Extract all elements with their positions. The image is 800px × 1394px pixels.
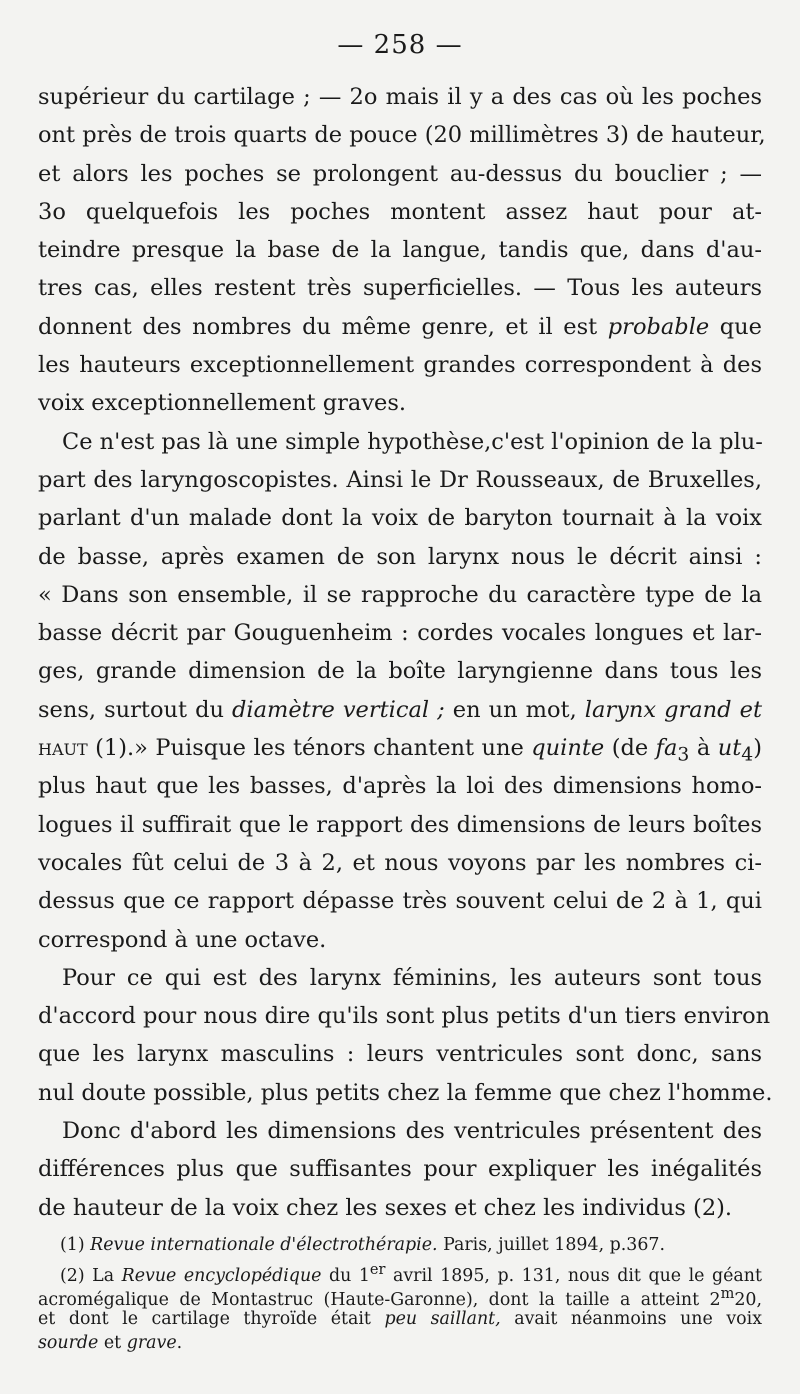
body-text [38, 78, 773, 1227]
text-line: de hauteur de la voix chez les sexes et chez les individus (2). [38, 1194, 733, 1221]
subscript: 4 [741, 744, 754, 766]
text-line: teindre presque la base de la langue, tandis que, dans d'au- [38, 237, 762, 264]
text-span: (de [604, 735, 656, 762]
text-span: du 1 [321, 1265, 370, 1286]
italic-text: grave [126, 1333, 177, 1353]
text-line: ges, grande dimension de la boîte laryngienne dans tous les [38, 658, 762, 685]
text-line: Ce n'est pas là une simple hypothèse,c'est l'opinion de la plu- [62, 428, 763, 455]
text-line: parlant d'un malade dont la voix de baryton tournait à la voix [38, 505, 762, 532]
italic-text: larynx grand et [584, 696, 762, 723]
note-ut: ut [717, 735, 742, 762]
text-span: à [689, 735, 718, 762]
footnote-line [38, 1282, 762, 1310]
text-span: . [176, 1333, 183, 1353]
text-span: en un mot, [444, 696, 585, 723]
text-line [38, 729, 762, 767]
text-line: 3o quelquefois les poches montent assez haut pour at- [38, 198, 762, 225]
text-line: part des laryngoscopistes. Ainsi le Dr Rousseaux, de Bruxelles, [38, 466, 762, 493]
text-line: plus haut que les basses, d'après la loi des dimensions homo- [38, 773, 762, 800]
text-line: ont près de trois quarts de pouce (20 millimètres 3) de hauteur, [38, 122, 766, 149]
text-span: et dont le cartilage thyroïde était [38, 1308, 385, 1329]
italic-text: probable [607, 313, 710, 340]
text-line: nul doute possible, plus petits chez la femme que chez l'homme. [38, 1079, 773, 1106]
journal-title: Revue internationale d'électrothérapie. [90, 1235, 438, 1255]
footnote-marker: (1) [60, 1235, 91, 1255]
text-span: que [709, 313, 762, 340]
italic-text: diamètre vertical ; [232, 696, 445, 723]
text-line: différences plus que suffisantes pour expliquer les inégalités [38, 1156, 762, 1183]
text-line: correspond à une octave. [38, 926, 327, 953]
text-span: ) [753, 735, 762, 762]
text-line [38, 308, 762, 346]
text-line: basse décrit par Gouguenheim : cordes vocales longues et lar- [38, 620, 762, 647]
footnote-line [38, 1331, 762, 1356]
italic-text: quinte [531, 735, 605, 762]
text-span: (1).» Puisque les ténors chantent une [87, 735, 532, 762]
text-span: avril 1895, p. 131, nous dit que le géant [385, 1265, 762, 1286]
small-caps-text: haut [38, 735, 88, 762]
text-line: vocales fût celui de 3 à 2, et nous voyons par les nombres ci- [38, 849, 762, 876]
text-line: d'accord pour nous dire qu'ils sont plus petits d'un tiers environ [38, 1003, 771, 1030]
text-line: de basse, après examen de son larynx nous le décrit ainsi : [38, 543, 762, 570]
text-line: tres cas, elles restent très superficielles. — Tous les auteurs [38, 275, 762, 302]
footnote-marker: (2) La [60, 1265, 122, 1286]
footnote-line [38, 1307, 762, 1332]
text-line: supérieur du cartilage ; — 2o mais il y a des cas où les poches [38, 84, 762, 110]
note-fa: fa [655, 735, 678, 762]
text-line: les hauteurs exceptionnellement grandes correspondent à des [38, 352, 762, 379]
italic-text: sourde [38, 1333, 99, 1353]
text-line: et alors les poches se prolongent au-dessus du bouclier ; — [38, 160, 762, 187]
text-span: 20, [734, 1289, 762, 1310]
footnotes [38, 1233, 762, 1356]
text-span: et [98, 1333, 127, 1353]
page-number: — 258 — [337, 30, 463, 60]
text-line: logues il suffirait que le rapport des dimensions de leurs boîtes [38, 811, 762, 838]
text-line: Donc d'abord les dimensions des ventricules présentent des [62, 1118, 762, 1145]
text-span: acromégalique de Montastruc (Haute-Garonne), dont la taille a atteint 2 [38, 1289, 721, 1310]
superscript: er [369, 1261, 386, 1278]
text-line: voix exceptionnellement graves. [38, 390, 407, 417]
text-span: avait néanmoins une voix [500, 1308, 763, 1329]
footnote-1 [38, 1233, 762, 1258]
text-span: Paris, juillet 1894, p.367. [437, 1235, 666, 1255]
text-span: donnent des nombres du même genre, et il est [38, 313, 608, 340]
footnote-2 [38, 1258, 762, 1286]
journal-title: Revue encyclopédique [121, 1265, 322, 1286]
italic-text: peu saillant, [384, 1308, 501, 1329]
text-line [38, 691, 762, 729]
text-line: dessus que ce rapport dépasse très souvent celui de 2 à 1, qui [38, 888, 762, 915]
text-line: « Dans son ensemble, il se rapproche du caractère type de la [38, 581, 762, 608]
superscript: m [720, 1286, 735, 1302]
text-span: sens, surtout du [38, 696, 233, 723]
text-line: Pour ce qui est des larynx féminins, les auteurs sont tous [62, 964, 762, 991]
subscript: 3 [677, 744, 690, 766]
text-line: que les larynx masculins : leurs ventricules sont donc, sans [38, 1041, 762, 1068]
